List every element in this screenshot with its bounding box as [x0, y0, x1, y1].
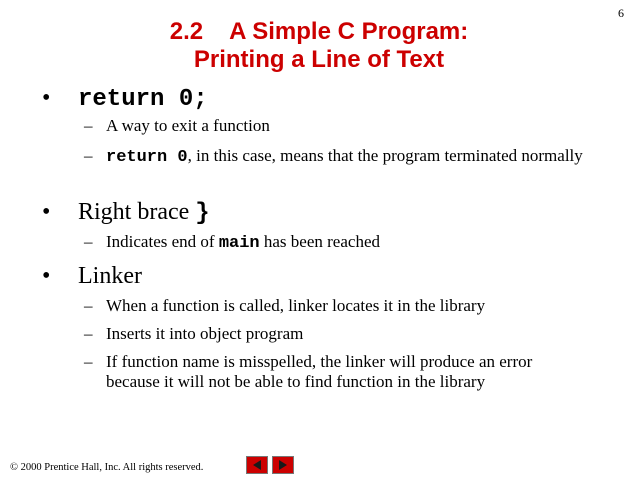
dash-icon: –	[84, 116, 93, 135]
copyright-text: 2000 Prentice Hall, Inc. All rights reserved.	[20, 462, 204, 473]
sub-bullet-text: When a function is called, linker locates it in the library	[106, 296, 486, 315]
arrow-right-icon	[279, 460, 287, 470]
sub-bullet	[84, 352, 586, 392]
sub-bullet	[84, 146, 586, 168]
previous-slide-button[interactable]	[246, 456, 268, 474]
arrow-left-icon	[253, 460, 261, 470]
footer-copyright	[10, 462, 203, 473]
dash-icon: –	[84, 232, 93, 251]
bullet-code: return 0;	[78, 86, 208, 113]
sub-bullet-text: A way to exit a function	[106, 116, 270, 135]
page-number: 6	[618, 6, 624, 20]
sub-bullet-text	[84, 232, 586, 254]
sub-bullet	[84, 296, 586, 316]
sub-bullet-text	[84, 146, 586, 168]
sub-bullet-text-rest: , in this case, means that the program terminated normally	[187, 146, 583, 165]
copyright-icon: ©	[10, 462, 18, 473]
title-line-2: Printing a Line of Text	[193, 46, 445, 73]
title-line-1	[0, 18, 638, 46]
sub-bullet-code: main	[218, 234, 260, 253]
sub-bullet-text-after: has been reached	[259, 232, 380, 251]
sub-bullet	[84, 116, 586, 136]
sub-bullet	[84, 232, 586, 254]
title-text-1: A Simple C Program:	[229, 18, 469, 45]
sub-bullet-text: If function name is misspelled, the linker will produce an error because it will not be able to find function in the library	[106, 352, 533, 391]
bullet-text: Linker	[78, 263, 142, 289]
bullet-return	[42, 84, 208, 114]
sub-bullet-code: return 0	[106, 148, 188, 167]
sub-bullet	[84, 324, 586, 344]
sub-bullet-text: Inserts it into object program	[106, 324, 304, 343]
bullet-dot-icon: •	[42, 199, 51, 225]
dash-icon: –	[84, 146, 93, 165]
dash-icon: –	[84, 352, 93, 371]
slide-title	[0, 18, 638, 74]
dash-icon: –	[84, 296, 93, 315]
bullet-code: }	[195, 200, 210, 227]
next-slide-button[interactable]	[272, 456, 294, 474]
bullet-right-brace	[42, 198, 210, 228]
bullet-text: Right brace	[78, 199, 196, 225]
sub-bullet-text-before: Indicates end of	[106, 232, 219, 251]
bullet-linker	[42, 262, 142, 290]
bullet-dot-icon: •	[42, 263, 51, 289]
dash-icon: –	[84, 324, 93, 343]
section-number: 2.2	[169, 18, 204, 45]
bullet-dot-icon: •	[42, 85, 51, 111]
